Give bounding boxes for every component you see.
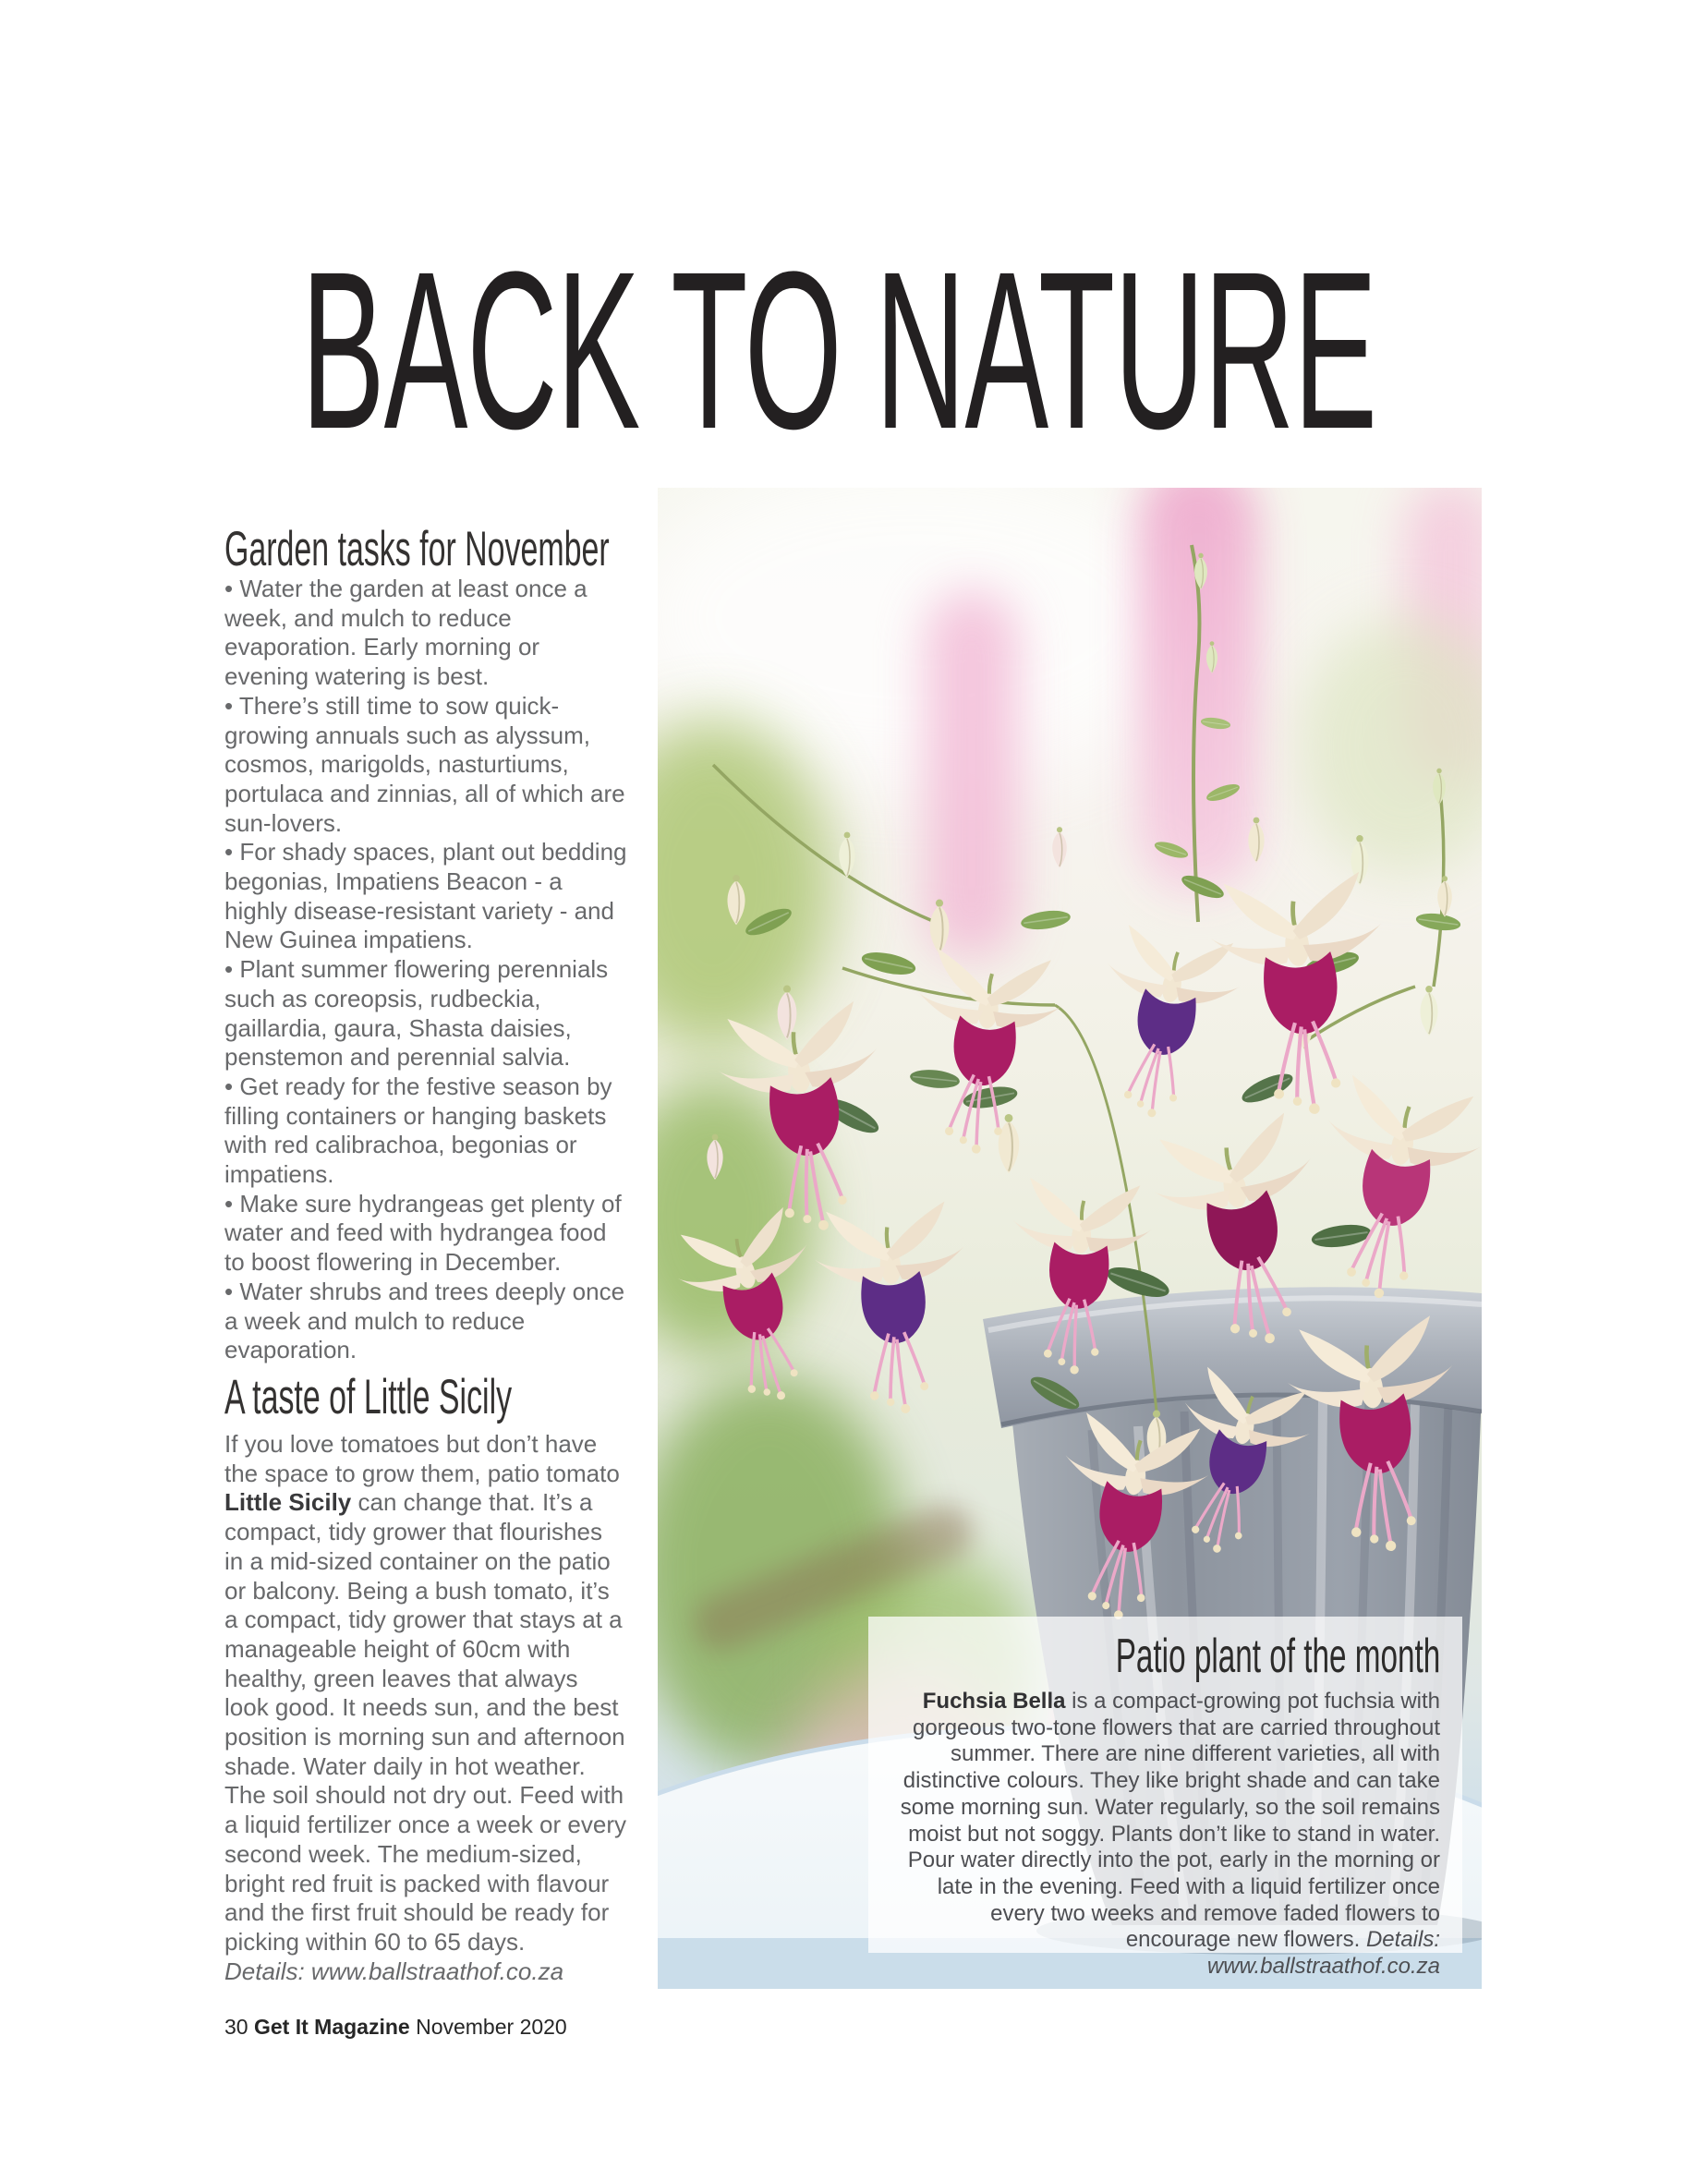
little-sicily-bold: Little Sicily — [224, 1488, 352, 1517]
little-sicily-text: If you love tomatoes but don’t have the space to grow them, patio tomato Little Sicily can change that. It’s a compact, tidy grower that flourishes in a mid-sized container on the patio or balcony. Being a bush tomato, it’s a compact, tidy grower that stays at a manageable height of 60cm with healthy, green leaves that always look good. It needs sun, and the best position is morning sun and afternoon shade. Water daily in hot weather. The soil should not dry out. Feed with a liquid fertilizer once a week or every second week. The medium-sized, bright red fruit is packed with flavour and the first fruit should be ready for picking within 60 to 65 days. — [224, 1430, 626, 1956]
patio-box-text: Fuchsia Bella is a compact-growing pot fuchsia with gorgeous two-tone flowers that are carried throughout summer. There are nine different varieties, all with distinctive colours. They like bright shade and can take some morning sun. Water regularly, so the soil remains moist but not soggy. Plants don’t like to stand in water. Pour water directly into the pot, early in the morning or late in the evening. Feed with a liquid fertilizer once every two weeks and remove faded flowers to encourage new flowers. Details: www.ballstraathof.co.za — [900, 1689, 1440, 1980]
section-heading-little-sicily: A taste of Little Sicily — [224, 1370, 513, 1424]
little-sicily-details-url: Details: www.ballstraathof.co.za — [224, 1957, 564, 1985]
footer-issue: November 2020 — [416, 2015, 567, 2039]
page-title — [301, 225, 1419, 476]
task-item: • Plant summer flowering perennials such as coreopsis, rudbeckia, gaillardia, gaura, Shasta daisies, penstemon and perennial salvia. — [224, 955, 609, 1072]
section-heading-garden-tasks: Garden tasks for November — [224, 522, 610, 576]
patio-box-bold-lead: Fuchsia Bella — [922, 1689, 1066, 1714]
task-item: • Get ready for the festive season by filling containers or hanging baskets with red calibrachoa, begonias or impatiens. — [224, 1072, 612, 1189]
footer-page-number: 30 — [224, 2015, 248, 2039]
patio-box-heading: Patio plant of the month — [1115, 1630, 1440, 1683]
little-sicily-paragraph — [224, 1430, 627, 1986]
footer-magazine-name: Get It Magazine — [253, 2015, 410, 2039]
task-item: • There’s still time to sow quick-growing annuals such as alyssum, cosmos, marigolds, nasturtiums, portulaca and zinnias, all of which are sun-lovers. — [224, 691, 625, 837]
garden-tasks-list — [224, 575, 627, 1365]
patio-box-details-url: Details: www.ballstraathof.co.za — [1206, 1927, 1440, 1980]
task-item: • Make sure hydrangeas get plenty of water and feed with hydrangea food to boost flowering in December. — [224, 1189, 622, 1277]
patio-plant-box — [868, 1617, 1462, 1980]
task-item: • For shady spaces, plant out bedding begonias, Impatiens Beacon - a highly disease-resistant variety - and New Guinea impatiens. — [224, 838, 627, 954]
page-title-text: BACK TO NATURE — [301, 225, 1376, 476]
task-item: • Water shrubs and trees deeply once a week and mulch to reduce evaporation. — [224, 1277, 625, 1364]
task-item: • Water the garden at least once a week, and mulch to reduce evaporation. Early morning or evening watering is best. — [224, 575, 588, 691]
page-footer — [224, 2015, 567, 2040]
